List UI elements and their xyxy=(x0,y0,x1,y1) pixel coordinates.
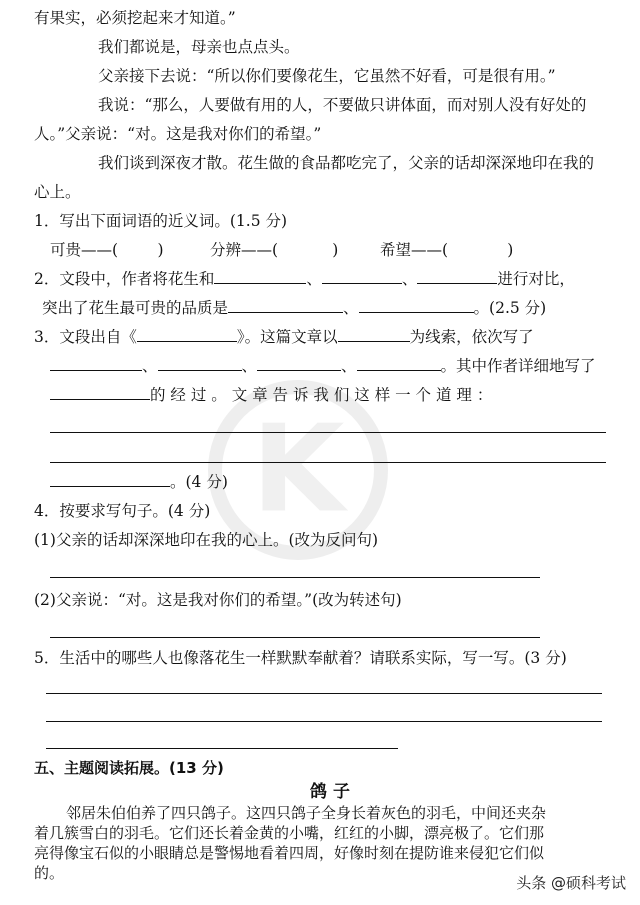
passage-line: 父亲接下去说：“所以你们要像花生，它虽然不好看，可是很有用。” xyxy=(98,67,556,85)
question-3-line-2: 、 、 、 。其中作者详细地写了 xyxy=(50,354,640,378)
passage-line: 我们都说是，母亲也点点头。 xyxy=(98,38,300,56)
footer-watermark: 头条 @硕科考试 xyxy=(516,874,626,892)
q1-word-1: 可贵——( ) xyxy=(50,241,164,259)
question-3-line-3: 的 经 过 。 文 章 告 诉 我 们 这 样 一 个 道 理 ： xyxy=(50,383,640,407)
answer-blank[interactable] xyxy=(50,354,142,371)
answer-line[interactable] xyxy=(50,462,606,463)
passage-line: 我说：“那么，人要做有用的人，不要做只讲体面，而对别人没有好处的 xyxy=(98,96,587,114)
passage-line: 有果实，必须挖起来才知道。” xyxy=(34,9,236,27)
question-2-line-1: 2．文段中，作者将花生和 、 、 进行对比， xyxy=(34,267,640,291)
answer-blank[interactable] xyxy=(357,354,441,371)
answer-blank[interactable] xyxy=(50,383,150,400)
answer-blank[interactable] xyxy=(137,325,237,342)
answer-line[interactable] xyxy=(50,637,540,638)
answer-blank[interactable] xyxy=(359,296,474,313)
answer-blank[interactable] xyxy=(158,354,242,371)
article-title: 鸽 子 xyxy=(310,782,350,802)
paragraph-line: 着几簇雪白的羽毛。它们还长着金黄的小嘴，红红的小脚，漂亮极了。它们那 xyxy=(34,824,545,842)
answer-blank[interactable] xyxy=(322,267,402,284)
answer-blank[interactable] xyxy=(257,354,341,371)
question-3-line-1: 3．文段出自《 》。这篇文章以 为线索，依次写了 xyxy=(34,325,640,349)
question-4: 4．按要求写句子。(4 分) xyxy=(34,502,211,520)
q4-sentence-1: (1)父亲的话却深深地印在我的心上。(改为反问句) xyxy=(34,531,379,549)
answer-blank[interactable] xyxy=(50,470,170,487)
question-2-line-2: 突出了花生最可贵的品质是 、 。(2.5 分) xyxy=(42,296,640,320)
q4-sentence-2: (2)父亲说：“对。这是我对你们的希望。”(改为转述句) xyxy=(34,591,402,609)
question-3-line-4: 。(4 分) xyxy=(50,470,640,494)
paragraph-line: 邻居朱伯伯养了四只鸽子。这四只鸽子全身长着灰色的羽毛，中间还夹杂 xyxy=(66,804,547,822)
answer-blank[interactable] xyxy=(228,296,343,313)
answer-line[interactable] xyxy=(50,577,540,578)
paragraph-line: 亮得像宝石似的小眼睛总是警惕地看着四周，好像时刻在提防谁来侵犯它们似 xyxy=(34,844,545,862)
passage-line: 人。”父亲说：“对。这是我对你们的希望。” xyxy=(34,125,322,143)
answer-blank[interactable] xyxy=(417,267,497,284)
answer-line[interactable] xyxy=(46,721,602,722)
question-5: 5．生活中的哪些人也像落花生一样默默奉献着？请联系实际，写一写。(3 分) xyxy=(34,649,567,667)
answer-line[interactable] xyxy=(46,693,602,694)
answer-line[interactable] xyxy=(50,432,606,433)
paragraph-line: 的。 xyxy=(34,864,65,882)
answer-line[interactable] xyxy=(46,748,398,749)
passage-line: 我们谈到深夜才散。花生做的食品都吃完了，父亲的话却深深地印在我的 xyxy=(98,154,595,172)
section-heading: 五、主题阅读拓展。(13 分) xyxy=(34,759,224,777)
answer-blank[interactable] xyxy=(214,267,306,284)
answer-blank[interactable] xyxy=(338,325,410,342)
question-1: 1．写出下面词语的近义词。(1.5 分) xyxy=(34,212,288,230)
q1-word-3: 希望——( ) xyxy=(380,241,514,259)
watermark-logo-icon: K xyxy=(251,400,345,540)
passage-line: 心上。 xyxy=(34,183,81,201)
q1-word-2: 分辨——( ) xyxy=(210,241,339,259)
